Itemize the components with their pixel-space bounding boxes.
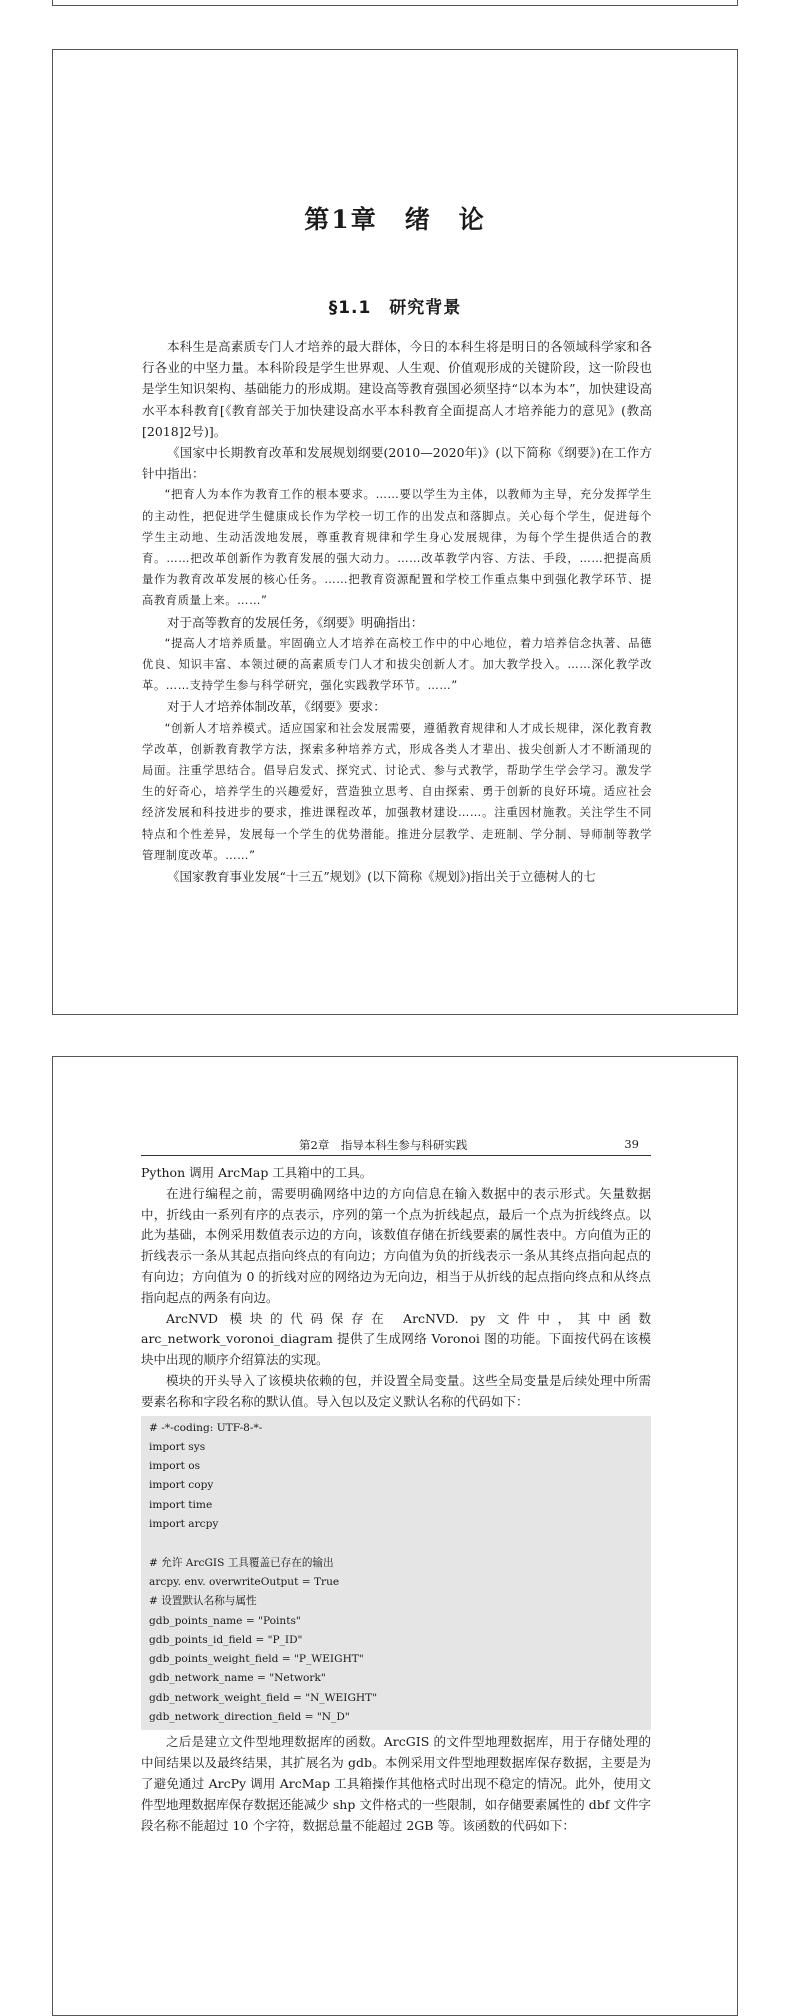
code-line: gdb_network_direction_field = "N_D" [149,1711,350,1724]
page1-body-text [142,336,652,887]
section-title: §1.1 研究背景 [328,298,462,318]
code-line [149,1534,643,1553]
paragraph: 《国家教育事业发展“十三五”规划》(以下简称《规划》)指出关于立德树人的七 [167,869,596,885]
paragraphs-before-code [141,1163,651,1413]
code-line: gdb_network_weight_field = "N_WEIGHT" [149,1691,378,1704]
code-line: gdb_network_name = "Network" [149,1672,326,1685]
paragraphs-after-code [141,1732,651,1836]
running-head [141,1135,651,1156]
quote-paragraph: “把育人为本作为教育工作的根本要求。……要以学生为主体，以教师为主导，充分发挥学生的主动性，把促进学生健康成长作为学校一切工作的出发点和落脚点。关心每个学生，促进每个学生主动地、生动活泼地发展，尊重教育规律和学生身心发展规律，为每个学生提供适合的教育。……把改革创新作为教育发展的强大动力。……改革教学内容、方法、手段，……把提高质量作为教育改革发展的核心任务。……把教育资源配置和学校工作重点集中到强化教学环节、提高教育质量上来。……” [142,488,652,608]
paragraph: 在进行编程之前，需要明确网络中边的方向信息在输入数据中的表示形式。矢量数据中，折线由一系列有序的点表示，序列的第一个点为折线起点，最后一个点为折线终点。以此为基础，本例采用数值表示边的方向，该数值存储在折线要素的属性表中。方向值为正的折线表示一条从其起点指向终点的有向边；方向值为负的折线表示一条从其终点指向起点的有向边；方向值为 0 的折线对应的网络边为无向边，相当于从折线的起点指向终点和从终点指向起点的两条有向边。 [141,1185,651,1305]
paragraph: 对于高等教育的发展任务，《纲要》明确指出： [167,614,424,630]
code-line: # 设置默认名称与属性 [149,1595,257,1608]
code-line: import copy [149,1479,214,1492]
quote-paragraph: “创新人才培养模式。适应国家和社会发展需要，遵循教育规律和人才成长规律，深化教育教学改革，创新教育教学方法，探索多种培养方式，形成各类人才辈出、拔尖创新人才不断涌现的局面。注重学思结合。倡导启发式、探究式、讨论式、参与式教学，帮助学生学会学习。激发学生的好奇心，培养学生的兴趣爱好，营造独立思考、自由探索、勇于创新的良好环境。适应社会经济发展和科技进步的要求，推进课程改革，加强教材建设……。注重因材施教。关注学生不同特点和个性差异，发展每一个学生的优势潜能。推进分层教学、走班制、学分制、导师制等教学管理制度改革。……” [142,721,652,862]
previous-page-edge [52,0,738,6]
paragraph: 对于人才培养体制改革，《纲要》要求： [167,699,386,715]
quote-paragraph: “提高人才培养质量。牢固确立人才培养在高校工作中的中心地位，着力培养信念执著、品德优良、知识丰富、本领过硬的高素质专门人才和拔尖创新人才。加大教学投入。……深化教学改革。……支持学生参与科学研究，强化实践教学环节。……” [142,636,652,693]
paragraph: 本科生是高素质专门人才培养的最大群体，今日的本科生将是明日的各领域科学家和各行各业的中坚力量。本科阶段是学生世界观、人生观、价值观形成的关键阶段，这一阶段也是学生知识架构、基础能力的形成期。建设高等教育强国必须坚持“以本为本”，加快建设高水平本科教育[《教育部关于加快建设高水平本科教育全面提高人才培养能力的意见》(教高[2018]2号)]。 [142,339,652,439]
code-line: arcpy. env. overwriteOutput = True [149,1575,340,1588]
code-line: import os [149,1460,201,1473]
code-line: gdb_points_name = "Points" [149,1614,301,1627]
running-head-title: 第2章 指导本科生参与科研实践 [299,1138,468,1152]
paragraph: Python 调用 ArcMap 工具箱中的工具。 [141,1165,373,1180]
book-page-39 [52,1056,738,2016]
paragraph: 《国家中长期教育改革和发展规划纲要(2010—2020年)》(以下简称《纲要》)在工作方针中指出： [142,445,652,482]
code-line: gdb_points_weight_field = "P_WEIGHT" [149,1653,364,1666]
paragraph: 之后是建立文件型地理数据库的函数。ArcGIS 的文件型地理数据库，用于存储处理的中间结果以及最终结果，其扩展名为 gdb。本例采用文件型地理数据库保存数据，主要是为了避免通过 ArcPy 调用 ArcMap 工具箱操作其他格式时出现不稳定的情况。此外，使用文件型地理数据库保存数据还能减少 shp 文件格式的一些限制，如存储要素属性的 dbf 文件字段名称不能超过 10 个字符，数据总量不能超过 2GB 等。该函数的代码如下： [141,1734,651,1833]
code-block [141,1416,651,1731]
code-line: import arcpy [149,1518,219,1531]
code-line: import time [149,1498,213,1511]
code-line: import sys [149,1440,206,1453]
paragraph: ArcNVD 模块的代码保存在 ArcNVD. py 文件中，其中函数 arc_network_voronoi_diagram 提供了生成网络 Voronoi 图的功能。下面按代码在该模块中出现的顺序介绍算法的实现。 [141,1310,651,1368]
paragraph: 模块的开头导入了该模块依赖的包，并设置全局变量。这些全局变量是后续处理中所需要素名称和字段名称的默认值。导入包以及定义默认名称的代码如下： [141,1372,651,1409]
page2-body-text [141,1163,651,1836]
code-line: gdb_points_id_field = "P_ID" [149,1633,303,1646]
code-line: # 允许 ArcGIS 工具覆盖已存在的输出 [149,1556,334,1569]
page-number: 39 [624,1137,639,1151]
code-line: # -*-coding: UTF-8-*- [149,1421,263,1434]
book-page-chapter-1 [52,49,738,1015]
chapter-title: 第1章 绪 论 [304,205,486,234]
